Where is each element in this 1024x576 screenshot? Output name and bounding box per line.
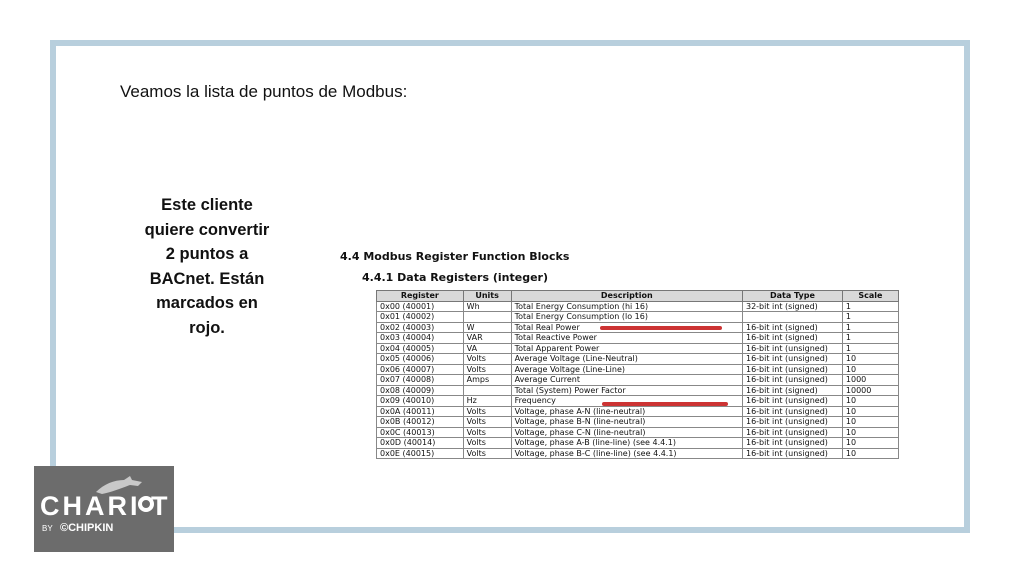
cell-units: Volts (463, 354, 511, 365)
cell-scale: 1 (842, 343, 898, 354)
cell-scale: 10 (842, 427, 898, 438)
cell-data-type: 16-bit int (unsigned) (742, 354, 842, 365)
subsection-title: 4.4.1 Data Registers (integer) (362, 271, 548, 284)
cell-units: Volts (463, 417, 511, 428)
cell-units: Volts (463, 406, 511, 417)
cell-register: 0x0A (40011) (377, 406, 464, 417)
table-row (377, 343, 899, 354)
cell-data-type: 16-bit int (signed) (742, 385, 842, 396)
cell-units (463, 312, 511, 323)
cell-register: 0x02 (40003) (377, 322, 464, 333)
cell-description: Frequency (511, 396, 742, 407)
cell-data-type: 16-bit int (signed) (742, 333, 842, 344)
cell-description: Voltage, phase A-B (line-line) (see 4.4.1) (511, 438, 742, 449)
highlight-total-real-power (600, 326, 722, 330)
cell-register: 0x01 (40002) (377, 312, 464, 323)
table-row (377, 333, 899, 344)
cell-register: 0x00 (40001) (377, 301, 464, 312)
cell-data-type: 16-bit int (unsigned) (742, 438, 842, 449)
register-document-image (334, 246, 902, 470)
logo-by: BY (42, 524, 53, 533)
col-header-description: Description (511, 291, 742, 302)
highlight-frequency (602, 402, 728, 406)
cell-scale: 10 (842, 354, 898, 365)
cell-data-type: 16-bit int (unsigned) (742, 448, 842, 459)
cell-description: Total Energy Consumption (lo 16) (511, 312, 742, 323)
cell-scale: 10 (842, 448, 898, 459)
logo-company: ©CHIPKIN (60, 522, 114, 534)
cell-scale: 10 (842, 406, 898, 417)
cell-units: Volts (463, 364, 511, 375)
cell-description: Total Energy Consumption (hi 16) (511, 301, 742, 312)
table-row (377, 438, 899, 449)
table-row (377, 301, 899, 312)
table-row (377, 427, 899, 438)
cell-data-type: 16-bit int (unsigned) (742, 343, 842, 354)
cell-data-type: 16-bit int (unsigned) (742, 375, 842, 386)
cell-register: 0x0C (40013) (377, 427, 464, 438)
cell-description: Average Current (511, 375, 742, 386)
table-row (377, 385, 899, 396)
cell-units (463, 385, 511, 396)
cell-description: Total Reactive Power (511, 333, 742, 344)
cell-description: Voltage, phase C-N (line-neutral) (511, 427, 742, 438)
cell-data-type: 16-bit int (unsigned) (742, 396, 842, 407)
cell-description: Average Voltage (Line-Line) (511, 364, 742, 375)
cell-data-type: 16-bit int (unsigned) (742, 417, 842, 428)
cell-data-type: 16-bit int (unsigned) (742, 364, 842, 375)
cell-scale: 10 (842, 396, 898, 407)
cell-data-type (742, 312, 842, 323)
cell-scale: 1 (842, 312, 898, 323)
cell-register: 0x09 (40010) (377, 396, 464, 407)
table-row (377, 312, 899, 323)
cell-description: Voltage, phase B-N (line-neutral) (511, 417, 742, 428)
table-row (377, 448, 899, 459)
cell-units: VAR (463, 333, 511, 344)
cell-data-type: 16-bit int (signed) (742, 322, 842, 333)
cell-description: Voltage, phase A-N (line-neutral) (511, 406, 742, 417)
cell-data-type: 16-bit int (unsigned) (742, 406, 842, 417)
table-row (377, 417, 899, 428)
cell-units: W (463, 322, 511, 333)
cell-scale: 1 (842, 322, 898, 333)
cell-units: VA (463, 343, 511, 354)
cell-scale: 1 (842, 301, 898, 312)
cell-register: 0x0D (40014) (377, 438, 464, 449)
cell-register: 0x08 (40009) (377, 385, 464, 396)
chariot-logo (34, 466, 174, 552)
cell-register: 0x03 (40004) (377, 333, 464, 344)
slide-callout: Este cliente quiere convertir 2 puntos a BACnet. Están marcados en rojo. (144, 196, 270, 337)
cell-units: Hz (463, 396, 511, 407)
cell-register: 0x05 (40006) (377, 354, 464, 365)
cell-description: Total Apparent Power (511, 343, 742, 354)
cell-register: 0x0E (40015) (377, 448, 464, 459)
cell-register: 0x0B (40012) (377, 417, 464, 428)
col-header-register: Register (377, 291, 464, 302)
cell-scale: 10000 (842, 385, 898, 396)
slide-heading: Veamos la lista de puntos de Modbus: (120, 82, 408, 101)
table-row (377, 354, 899, 365)
col-header-data-type: Data Type (742, 291, 842, 302)
col-header-units: Units (463, 291, 511, 302)
cell-scale: 10 (842, 417, 898, 428)
cell-scale: 10 (842, 364, 898, 375)
cell-description: Voltage, phase B-C (line-line) (see 4.4.1) (511, 448, 742, 459)
cell-scale: 10 (842, 438, 898, 449)
cell-units: Wh (463, 301, 511, 312)
cell-description: Total Real Power (511, 322, 742, 333)
cell-description: Average Voltage (Line-Neutral) (511, 354, 742, 365)
cell-units: Volts (463, 448, 511, 459)
logo-brand: CHARI T (40, 491, 171, 521)
cell-data-type: 32-bit int (signed) (742, 301, 842, 312)
cell-description: Total (System) Power Factor (511, 385, 742, 396)
col-header-scale: Scale (842, 291, 898, 302)
cell-register: 0x04 (40005) (377, 343, 464, 354)
register-table (376, 290, 899, 459)
cell-register: 0x06 (40007) (377, 364, 464, 375)
cell-scale: 1000 (842, 375, 898, 386)
table-row (377, 375, 899, 386)
cell-units: Volts (463, 438, 511, 449)
section-title: 4.4 Modbus Register Function Blocks (340, 250, 570, 263)
cell-data-type: 16-bit int (unsigned) (742, 427, 842, 438)
table-row (377, 406, 899, 417)
cell-units: Volts (463, 427, 511, 438)
cell-units: Amps (463, 375, 511, 386)
table-header-row (377, 291, 899, 302)
table-row (377, 364, 899, 375)
cell-register: 0x07 (40008) (377, 375, 464, 386)
cell-scale: 1 (842, 333, 898, 344)
register-table-body (377, 301, 899, 459)
gear-icon (138, 496, 154, 512)
